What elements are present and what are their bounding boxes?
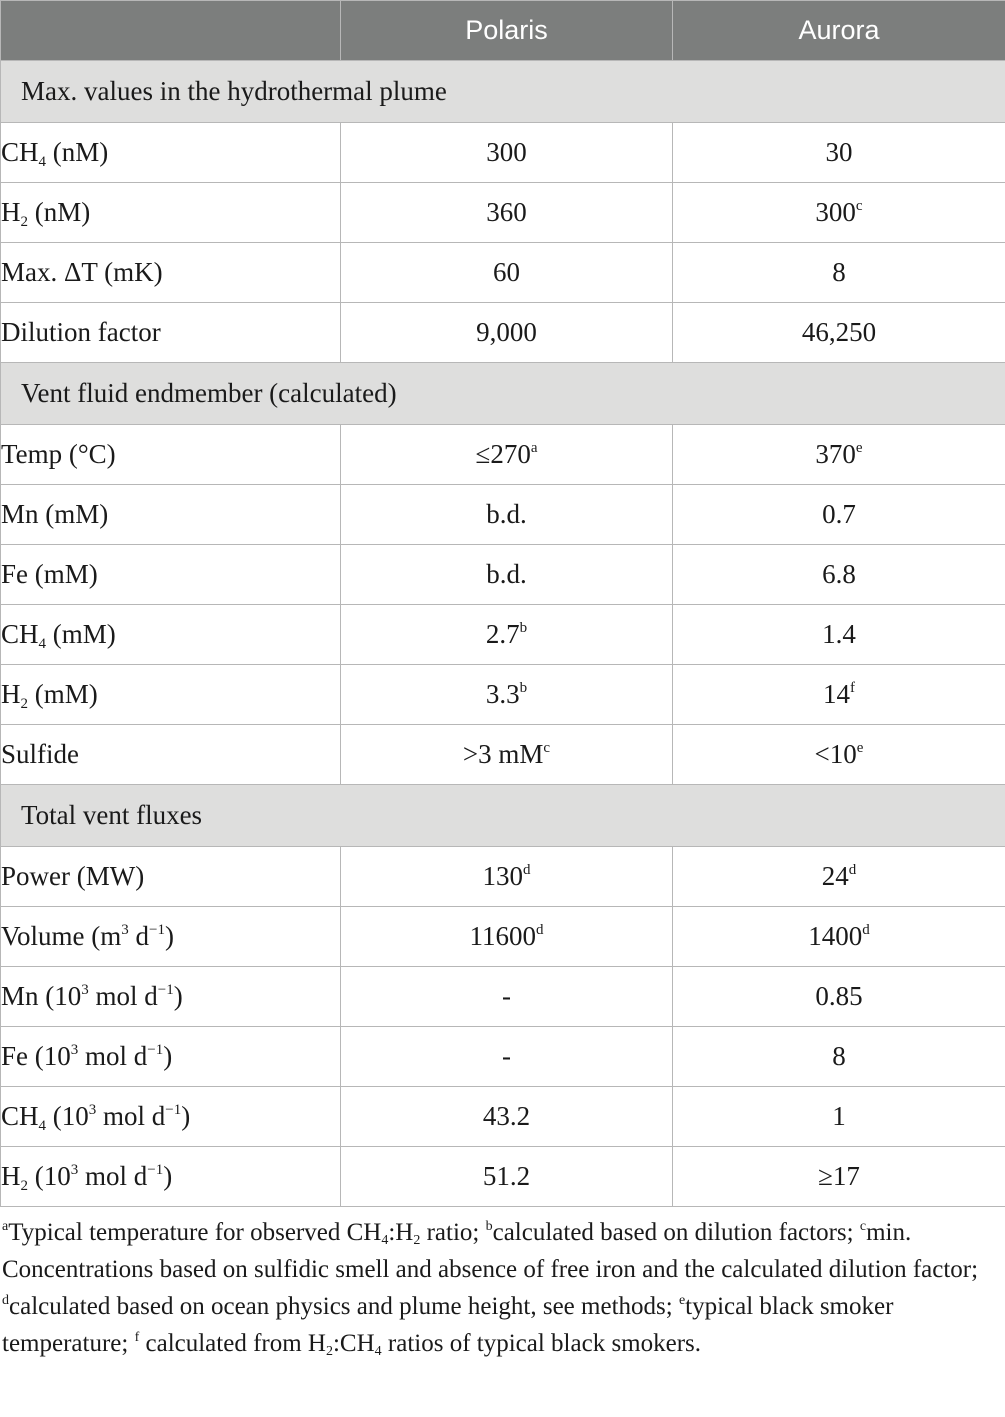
row-label: Dilution factor xyxy=(1,303,341,363)
section-row-endmember xyxy=(1,363,1005,425)
polaris-value: >3 $mM^c$ xyxy=(341,725,673,785)
table-row xyxy=(1,907,1005,967)
table-row xyxy=(1,1027,1005,1087)
aurora-value: 46,250 xyxy=(673,303,1005,363)
row-label: Volume ($m^3$ $d^{-1}$) xyxy=(1,907,341,967)
polaris-value: b.d. xyxy=(341,545,673,605)
row-label: $H_2$ (nM) xyxy=(1,183,341,243)
aurora-value: $<10^e$ xyxy=(673,725,1005,785)
table-row xyxy=(1,725,1005,785)
row-label: Power (MW) xyxy=(1,847,341,907)
polaris-value: 11600$^d$ xyxy=(341,907,673,967)
section-title: Max. values in the hydrothermal plume xyxy=(1,61,1005,123)
row-label: Temp (°C) xyxy=(1,425,341,485)
polaris-value: $\le 270^a$ xyxy=(341,425,673,485)
aurora-value: 6.8 xyxy=(673,545,1005,605)
polaris-value: 60 xyxy=(341,243,673,303)
header-row xyxy=(1,1,1005,61)
section-title: Vent fluid endmember (calculated) xyxy=(1,363,1005,425)
section-title: Total vent fluxes xyxy=(1,785,1005,847)
aurora-value: 8 xyxy=(673,243,1005,303)
table-row xyxy=(1,1087,1005,1147)
polaris-value: - xyxy=(341,967,673,1027)
aurora-value: 300$^c$ xyxy=(673,183,1005,243)
table-row xyxy=(1,1147,1005,1207)
row-label: $CH_4$ (mM) xyxy=(1,605,341,665)
row-label: $H_2$ ($10^3$ mol $d^{-1}$) xyxy=(1,1147,341,1207)
header-aurora: Aurora xyxy=(673,1,1005,61)
section-row-fluxes xyxy=(1,785,1005,847)
aurora-value: 24$^d$ xyxy=(673,847,1005,907)
table-row xyxy=(1,967,1005,1027)
table-footnote: $^a$Typical temperature for observed $CH_4:H_2$ ratio; $^b$calculated based on dilution factors; $^c$min. Concentrations based on sulfidic smell and absence of free iron and the calculated dilution factor; $^d$calculated based on ocean physics and plume height, see methods; $^e$typical black smoker temperature; $^f$ calculated from $H_2:CH_4$ ratios of typical black smokers. xyxy=(2,1219,979,1359)
polaris-value: 130$^d$ xyxy=(341,847,673,907)
table-row xyxy=(1,243,1005,303)
aurora-value: 30 xyxy=(673,123,1005,183)
polaris-value: b.d. xyxy=(341,485,673,545)
row-label: $CH_4$ ($10^3$ mol $d^{-1}$) xyxy=(1,1087,341,1147)
polaris-value: 2.7$^b$ xyxy=(341,605,673,665)
table-row xyxy=(1,605,1005,665)
aurora-value: 0.85 xyxy=(673,967,1005,1027)
table-row xyxy=(1,303,1005,363)
table-row xyxy=(1,665,1005,725)
aurora-value: 8 xyxy=(673,1027,1005,1087)
aurora-value: 1400$^d$ xyxy=(673,907,1005,967)
polaris-value: 43.2 xyxy=(341,1087,673,1147)
table-row xyxy=(1,847,1005,907)
aurora-value: 1.4 xyxy=(673,605,1005,665)
polaris-value: - xyxy=(341,1027,673,1087)
table-row xyxy=(1,183,1005,243)
table-row xyxy=(1,485,1005,545)
polaris-value: 3.3$^b$ xyxy=(341,665,673,725)
aurora-value: ≥17 xyxy=(673,1147,1005,1207)
polaris-value: 360 xyxy=(341,183,673,243)
row-label: $H_2$ (mM) xyxy=(1,665,341,725)
row-label: $CH_4$ (nM) xyxy=(1,123,341,183)
header-polaris: Polaris xyxy=(341,1,673,61)
row-label: Max. ΔT (mK) xyxy=(1,243,341,303)
polaris-value: 300 xyxy=(341,123,673,183)
polaris-value: 51.2 xyxy=(341,1147,673,1207)
section-row-plume xyxy=(1,61,1005,123)
aurora-value: 370e xyxy=(673,425,1005,485)
header-corner-cell xyxy=(1,1,341,61)
row-label: Mn (mM) xyxy=(1,485,341,545)
aurora-value: 1 xyxy=(673,1087,1005,1147)
table-row xyxy=(1,545,1005,605)
table-row xyxy=(1,123,1005,183)
row-label: Fe (mM) xyxy=(1,545,341,605)
row-label: Fe ($10^3$ mol $d^{-1}$) xyxy=(1,1027,341,1087)
row-label: Sulfide xyxy=(1,725,341,785)
polaris-value: 9,000 xyxy=(341,303,673,363)
row-label: Mn ($10^3$ mol $d^{-1}$) xyxy=(1,967,341,1027)
aurora-value: 14$^f$ xyxy=(673,665,1005,725)
table-row xyxy=(1,425,1005,485)
aurora-value: 0.7 xyxy=(673,485,1005,545)
